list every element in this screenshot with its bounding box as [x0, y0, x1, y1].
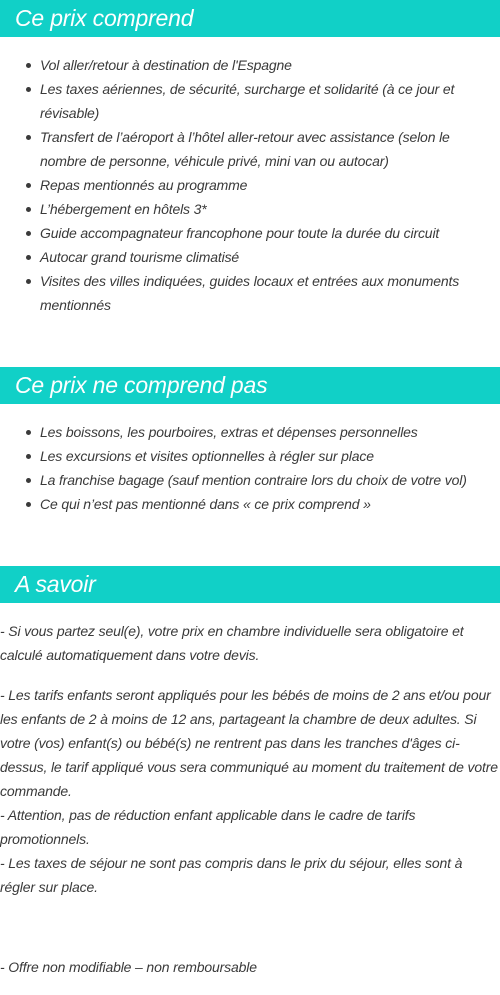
- list-item: [0, 221, 470, 245]
- not-included-list: [0, 420, 470, 516]
- list-item-text: Les excursions et visites optionnelles à régler sur place: [40, 448, 374, 464]
- list-item-text: Les boissons, les pourboires, extras et dépenses personnelles: [40, 424, 418, 440]
- list-item-text: La franchise bagage (sauf mention contraire lors du choix de votre vol): [40, 472, 467, 488]
- list-item: [0, 492, 470, 516]
- bullet-icon: [26, 207, 31, 212]
- list-item-text: Visites des villes indiquées, guides locaux et entrées aux monuments mentionnés: [40, 273, 460, 313]
- included-list: [0, 53, 470, 317]
- info-line: - Les tarifs enfants seront appliqués pour les bébés de moins de 2 ans et/ou pour les enfants de 2 à moins de 12 ans, partageant la chambre de deux adultes. Si votre (vos) enfant(s) ou bébé(s) ne rentrent pas dans les tranches d'âges ci-dessus, le tarif appliqué vous sera communiqué au moment du traitement de votre commande.: [0, 687, 498, 799]
- list-item-text: Guide accompagnateur francophone pour toute la durée du circuit: [40, 225, 440, 241]
- list-item: [0, 444, 470, 468]
- info-line: - Les taxes de séjour ne sont pas compris dans le prix du séjour, elles sont à régler sur place.: [0, 855, 463, 895]
- bullet-icon: [26, 279, 31, 284]
- list-item: [0, 173, 470, 197]
- list-item: [0, 125, 470, 173]
- info-paragraph-single-room: - Si vous partez seul(e), votre prix en chambre individuelle sera obligatoire et calculé automatiquement dans votre devis.: [0, 623, 464, 663]
- list-item-text: Ce qui n’est pas mentionné dans « ce prix comprend »: [40, 496, 371, 512]
- list-item-text: Repas mentionnés au programme: [40, 177, 248, 193]
- list-item: [0, 53, 470, 77]
- bullet-icon: [26, 231, 31, 236]
- bullet-icon: [26, 430, 31, 435]
- info-line: - Attention, pas de réduction enfant applicable dans le cadre de tarifs promotionnels.: [0, 807, 416, 847]
- list-item: [0, 197, 470, 221]
- list-item-text: L’hébergement en hôtels 3*: [40, 201, 207, 217]
- info-paragraph-non-refundable: - Offre non modifiable – non remboursable: [0, 959, 257, 975]
- list-item: [0, 468, 470, 492]
- section-title-info: A savoir: [0, 566, 500, 603]
- list-item: [0, 245, 470, 269]
- list-item: [0, 77, 470, 125]
- list-item-text: Transfert de l’aéroport à l’hôtel aller-retour avec assistance (selon le nombre de personne, véhicule privé, mini van ou autocar): [40, 129, 450, 169]
- section-title-not-included: Ce prix ne comprend pas: [0, 367, 500, 404]
- list-item-text: Autocar grand tourisme climatisé: [40, 249, 240, 265]
- info-paragraph-children: [0, 683, 500, 899]
- list-item: [0, 420, 470, 444]
- bullet-icon: [26, 478, 31, 483]
- bullet-icon: [26, 63, 31, 68]
- bullet-icon: [26, 87, 31, 92]
- bullet-icon: [26, 135, 31, 140]
- bullet-icon: [26, 255, 31, 260]
- bullet-icon: [26, 183, 31, 188]
- list-item: [0, 269, 470, 317]
- list-item-text: Les taxes aériennes, de sécurité, surcharge et solidarité (à ce jour et révisable): [40, 81, 455, 121]
- bullet-icon: [26, 454, 31, 459]
- list-item-text: Vol aller/retour à destination de l'Espagne: [40, 57, 292, 73]
- bullet-icon: [26, 502, 31, 507]
- section-title-included: Ce prix comprend: [0, 0, 500, 37]
